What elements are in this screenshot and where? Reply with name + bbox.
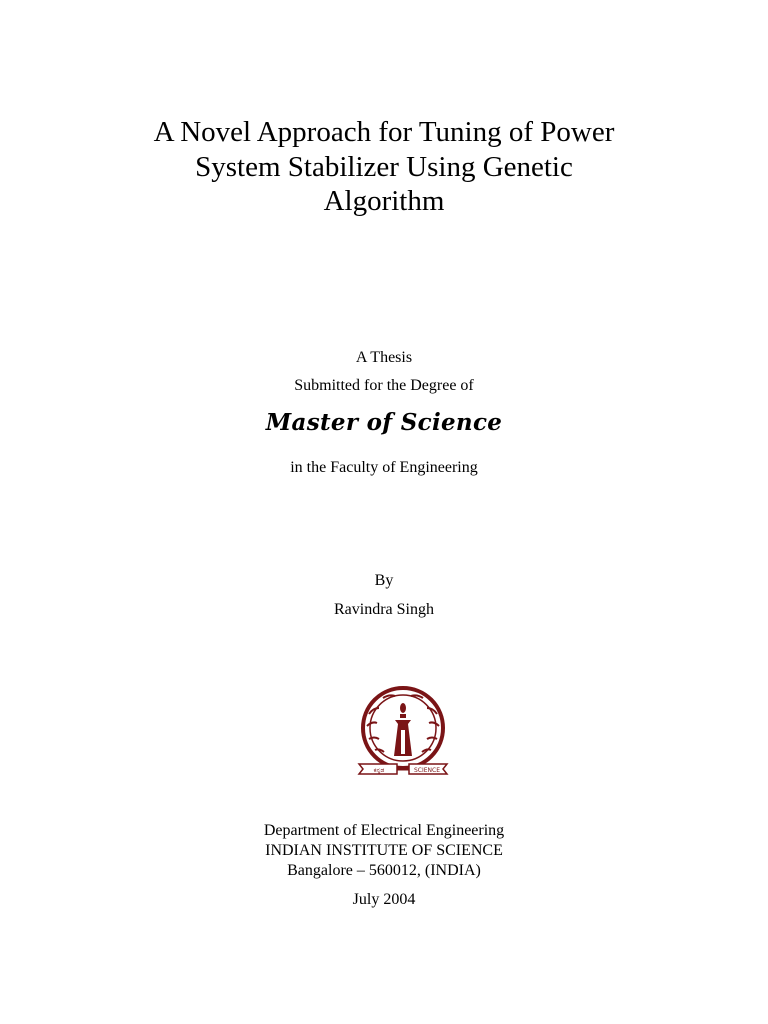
institute-seal-icon: [355, 684, 451, 784]
seal-banner-left: ಕನ್ನಡ: [373, 767, 385, 774]
author-name: Ravindra Singh: [334, 601, 434, 618]
department-name: Department of Electrical Engineering: [263, 822, 505, 839]
title-line-1: A Novel Approach for Tuning of Power: [153, 116, 615, 148]
thesis-label: A Thesis: [355, 349, 413, 366]
by-label: By: [374, 572, 394, 589]
degree-name: Master of Science: [265, 409, 503, 436]
seal-banner-right: SCIENCE: [413, 767, 441, 774]
submitted-for-label: Submitted for the Degree of: [294, 377, 474, 394]
title-line-2: System Stabilizer Using Genetic: [195, 151, 573, 183]
faculty-label: in the Faculty of Engineering: [290, 459, 478, 476]
institute-name: INDIAN INSTITUTE OF SCIENCE: [265, 842, 503, 859]
title-line-3: Algorithm: [323, 185, 445, 217]
institute-address: Bangalore – 560012, (INDIA): [287, 862, 481, 879]
submission-date: July 2004: [352, 891, 416, 908]
